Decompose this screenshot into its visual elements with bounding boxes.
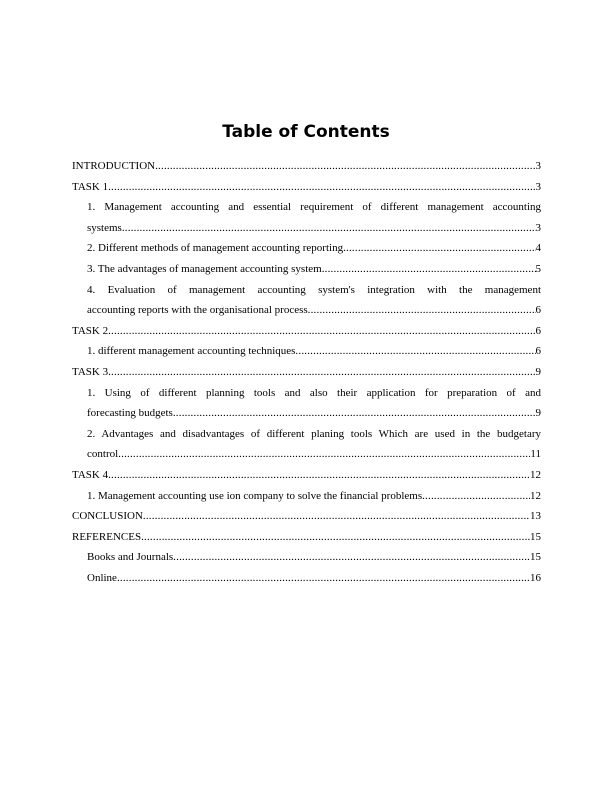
toc-page-number: 9	[535, 365, 541, 378]
toc-entry-text: Online	[87, 571, 117, 584]
toc-entry-text: TASK 1	[72, 180, 109, 193]
toc-entry-text: 3. The advantages of management accounting system	[87, 262, 322, 275]
toc-page-number: 12	[530, 489, 541, 502]
toc-entry[interactable]	[72, 527, 541, 548]
toc-entry[interactable]	[72, 259, 541, 280]
toc-entry-text: systems	[87, 221, 122, 234]
toc-page-number: 6	[535, 345, 541, 358]
toc-entry[interactable]	[72, 197, 541, 238]
toc-entry-text: TASK 2	[72, 324, 109, 337]
toc-page-number: 5	[535, 262, 541, 275]
toc-entry-text: 1. Using of different planning tools and also their application for preparation of and	[87, 386, 541, 399]
toc-dot-leader	[173, 547, 530, 568]
toc-entry-text: 2. Different methods of management accounting reporting	[87, 242, 344, 255]
toc-entry[interactable]	[72, 465, 541, 486]
toc-dot-leader	[141, 527, 530, 548]
toc-page-number: 3	[535, 180, 541, 193]
toc-dot-leader	[308, 300, 536, 321]
toc-entry[interactable]	[72, 506, 541, 527]
toc-entry[interactable]	[72, 156, 541, 177]
toc-page-number: 6	[535, 324, 541, 337]
toc-entry[interactable]	[72, 424, 541, 465]
toc-dot-leader	[422, 486, 530, 507]
toc-entry[interactable]	[72, 177, 541, 198]
toc-entry-text: forecasting budgets	[87, 407, 173, 420]
toc-page-number: 13	[530, 510, 541, 523]
toc-title: Table of Contents	[222, 122, 390, 142]
toc-entry-text: 1. different management accounting techniques	[87, 345, 296, 358]
toc-page-number: 6	[535, 304, 541, 317]
toc-entry[interactable]	[72, 362, 541, 383]
toc-dot-leader	[295, 341, 535, 362]
toc-page-number: 3	[535, 221, 541, 234]
toc-dot-leader	[108, 465, 530, 486]
toc-page-number: 11	[530, 448, 541, 461]
toc-entry-text: control	[87, 448, 119, 461]
toc-entry-text: REFERENCES	[72, 530, 142, 543]
toc-page-number: 3	[535, 160, 541, 172]
toc-entry[interactable]	[72, 486, 541, 507]
toc-entry-text: 1. Management accounting use ion company to solve the financial problems	[87, 489, 423, 502]
toc-dot-leader	[173, 403, 536, 424]
toc-entry-text: TASK 4	[72, 468, 109, 481]
toc-dot-leader	[343, 238, 535, 259]
toc-entry[interactable]	[72, 280, 541, 321]
toc-entry-text: Books and Journals	[87, 551, 174, 564]
toc-entry-text: TASK 3	[72, 365, 109, 378]
toc-entry-text: accounting reports with the organisational process	[87, 304, 308, 317]
toc-dot-leader	[117, 568, 530, 589]
toc-dot-leader	[108, 362, 535, 383]
toc-dot-leader	[118, 444, 530, 465]
toc-dot-leader	[143, 506, 530, 527]
toc-dot-leader	[155, 156, 535, 177]
toc-entry-text: 2. Advantages and disadvantages of different planing tools Which are used in the budgetary	[87, 427, 541, 440]
toc-page-number: 16	[530, 571, 541, 584]
toc-entry-text: 4. Evaluation of management accounting system's integration with the management	[87, 283, 541, 296]
toc-entry[interactable]	[72, 341, 541, 362]
toc-page-number: 9	[535, 407, 541, 420]
toc-list	[72, 156, 541, 588]
toc-dot-leader	[322, 259, 536, 280]
toc-page-number: 12	[530, 468, 541, 481]
toc-dot-leader	[108, 321, 535, 342]
toc-entry[interactable]	[72, 547, 541, 568]
toc-entry[interactable]	[72, 568, 541, 589]
toc-dot-leader	[108, 177, 535, 198]
toc-dot-leader	[122, 218, 536, 239]
toc-page-number: 15	[530, 530, 541, 543]
toc-entry[interactable]	[72, 238, 541, 259]
toc-entry-text: 1. Management accounting and essential requirement of different management accounting	[87, 201, 541, 214]
toc-entry[interactable]	[72, 383, 541, 424]
toc-entry[interactable]	[72, 321, 541, 342]
toc-page-number: 15	[530, 551, 541, 564]
toc-entry-text: INTRODUCTION	[72, 160, 156, 172]
toc-page-number: 4	[535, 242, 541, 255]
toc-entry-text: CONCLUSION	[72, 510, 143, 523]
